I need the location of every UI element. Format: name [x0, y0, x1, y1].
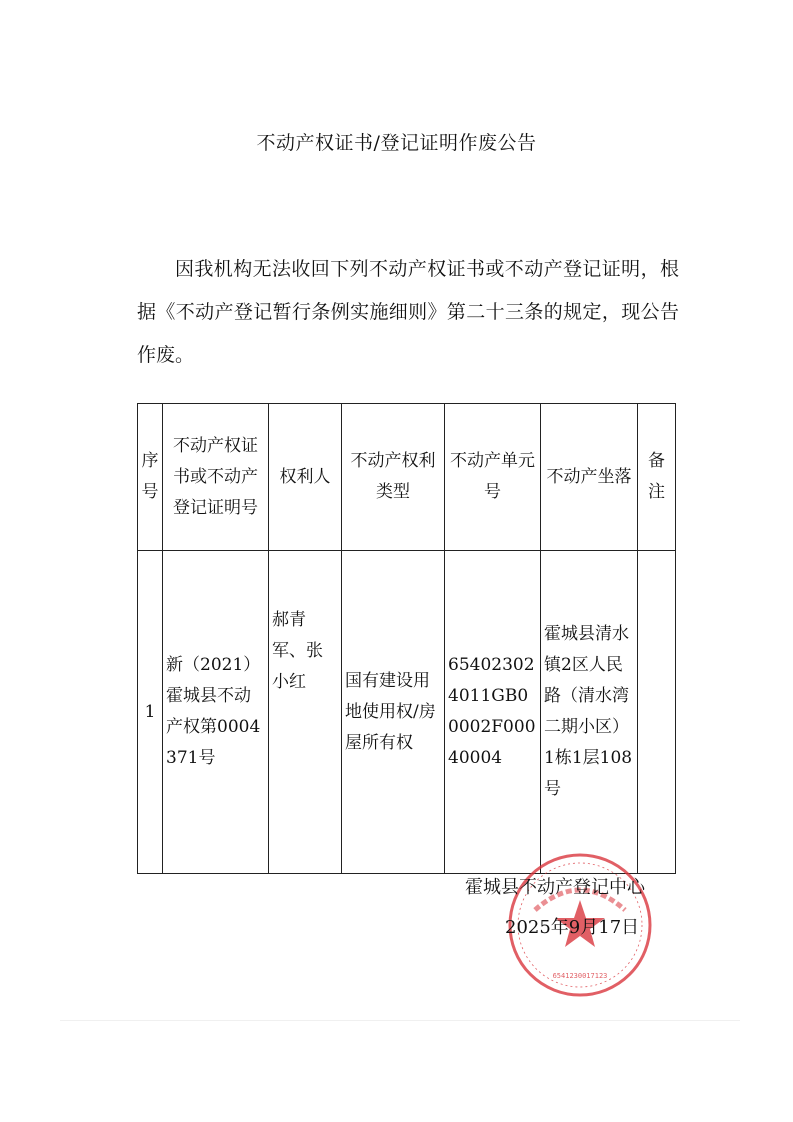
header-index: 序号 — [138, 404, 163, 551]
cell-location: 霍城县清水镇2区人民路（清水湾二期小区）1栋1层108号 — [541, 551, 638, 874]
header-owner: 权利人 — [269, 404, 342, 551]
header-right-type: 不动产权利类型 — [342, 404, 445, 551]
cell-right-type: 国有建设用地使用权/房屋所有权 — [342, 551, 445, 874]
table-header-row — [138, 404, 676, 551]
header-unit-no: 不动产单元号 — [445, 404, 541, 551]
cell-index: 1 — [138, 551, 163, 874]
table-row — [138, 551, 676, 874]
document-title: 不动产权证书/登记证明作废公告 — [256, 132, 537, 154]
cell-remark — [638, 551, 676, 874]
notice-table — [137, 403, 676, 874]
cell-cert-no: 新（2021）霍城县不动产权第0004371号 — [163, 551, 269, 874]
header-cert-no: 不动产权证书或不动产登记证明号 — [163, 404, 269, 551]
header-remark: 备注 — [638, 404, 676, 551]
cell-owner: 郝青军、张小红 — [269, 551, 342, 874]
cell-unit-no: 654023024011GB00002F00040004 — [445, 551, 541, 874]
seal-number: 6541230017123 — [552, 972, 608, 980]
page-divider — [60, 1020, 740, 1021]
notice-paragraph: 因我机构无法收回下列不动产权证书或不动产登记证明，根据《不动产登记暂行条例实施细则》第二十三条的规定，现公告作废。 — [137, 258, 679, 366]
header-location: 不动产坐落 — [541, 404, 638, 551]
issue-date: 2025年9月17日 — [505, 917, 640, 938]
issuing-organization: 霍城县不动产登记中心 — [465, 877, 645, 898]
